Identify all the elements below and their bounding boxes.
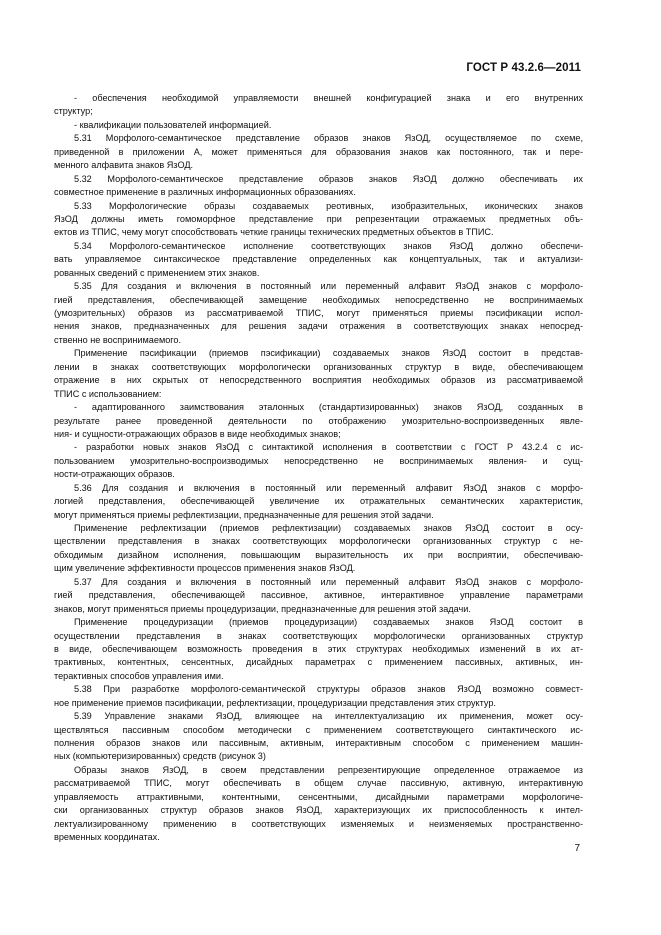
text-line: ектов из ТПИС, чему могут способствовать четкие границы технических предметных объектов в ТПИС. [54, 227, 494, 238]
paragraph [54, 280, 583, 347]
page-number: 7 [574, 843, 580, 854]
text-line: 5.34 Морфолого-семантическое исполнение соответствующих знаков ЯзОД должно обеспечи- [74, 240, 583, 251]
text-line: - обеспечения необходимой управляемости внешней конфигурацией знака и его внутренних [74, 93, 583, 103]
text-line: совместное применение в различных информационных образованиях. [54, 187, 356, 198]
text-line: 5.35 Для создания и включения в постоянный или переменный алфавит ЯзОД знаков с морфоло- [74, 281, 583, 292]
text-line: 5.37 Для создания и включения в постоянный или переменный алфавит ЯзОД знаков с морфоло- [74, 576, 583, 587]
text-line: лении в знаках соответствующих морфологически организованных структур в виде, обеспечивающем [54, 361, 583, 372]
text-line: гией представления, обеспечивающей замещение необходимых непосредственно не воспринимаемых [54, 294, 583, 305]
text-line: ществлении представления в знаках соответствующих морфологически организованных структур с не- [54, 536, 583, 547]
text-line: структур; [54, 106, 93, 117]
text-line: ществляться пассивным способом методически с применением соответствующего синтактического ис- [54, 724, 583, 735]
text-line: Применение пэсификации (приемов пэсификации) создаваемых знаков ЯзОД состоит в представ- [74, 348, 583, 359]
text-line: 5.36 Для создания и включения в постоянный или переменный алфавит ЯзОД знаков с морфо- [74, 482, 583, 493]
text-line: 5.32 Морфолого-семантическое представление образов знаков ЯзОД должно обеспечивать их [74, 173, 583, 184]
text-line: логией представления, обеспечивающей увеличение их отражательных семантических характеристик, [54, 496, 583, 507]
text-line: Применение процедуризации (приемов процедуризации) создаваемых знаков ЯзОД состоит в [74, 617, 583, 628]
text-line: обходимым дизайном исполнения, повышающим выразительность их при восприятии, обеспечиваю- [54, 549, 583, 560]
text-line: 5.39 Управление знаками ЯзОД, влияющее на интеллектуализацию их применения, может осу- [74, 711, 583, 722]
paragraph [54, 710, 583, 764]
paragraph [54, 240, 583, 280]
text-line: рассматриваемой ТПИС, могут обеспечивать в общем случае пассивную, активную, интерактивную [54, 778, 583, 789]
paragraph [54, 132, 583, 172]
text-line: Образы знаков ЯзОД, в своем представлении репрезентирующие определенное отражаемое из [74, 764, 583, 775]
text-line: - адаптированного заимствования эталонных (стандартизированных) знаков ЯзОД, созданных в [74, 402, 583, 413]
text-line: ТПИС с использованием: [54, 388, 162, 399]
paragraph [54, 401, 583, 441]
paragraph [54, 576, 583, 616]
paragraph [54, 616, 583, 683]
text-line: вать управляемое синтаксическое представление определенных как концептуальных, так и актуализи- [54, 254, 583, 265]
text-line: трактивных, контентных, сенсентных, дисайдных параметрах с применением пассивных, активных, ин- [54, 657, 583, 668]
text-line: нения знаков, предназначенных для решения задачи отражения в соответствующих знаках непосред- [54, 321, 583, 332]
text-line: ЯзОД должны иметь гомоморфное представление при репрезентации отражаемых предметных объ- [54, 213, 583, 224]
text-line: 5.38 При разработке морфолого-семантической структуры образов знаков ЯзОД возможно совмест- [74, 684, 583, 695]
text-line: полнения образов знаков или пассивным, активным, интерактивным способом с применением машин- [54, 738, 583, 748]
text-line: гией представления, обеспечивающей пассивное, активное, интерактивное управление параметрами [54, 590, 583, 601]
paragraph [54, 347, 583, 401]
text-line: 5.33 Морфологические образы создаваемых реотивных, изобразительных, иконических знаков [74, 200, 583, 211]
text-line: ния- и сущности-отражающих образов в виде необходимых знаков; [54, 428, 341, 439]
text-line: управляемость аттрактивными, контентными, сенсентными, дисайдными параметрами морфологиче- [54, 791, 583, 802]
paragraph [54, 441, 583, 481]
text-line: результате ранее проведенной деятельности по отображению умозрительно-воспроизведенных явле- [54, 415, 583, 426]
text-line: пользованием умозрительно-воспроизводимых непосредственно не воспринимаемых явления- и сущ- [54, 455, 583, 466]
text-line: ное применение приемов пэсификации, рефлектизации, процедуризации представления этих структур. [54, 697, 496, 708]
text-line: терактивных способов управления ими. [54, 670, 224, 681]
paragraph [54, 173, 583, 200]
text-line: - разработки новых знаков ЯзОД с синтактикой исполнения в соответствии с ГОСТ Р 43.2.4 с ис- [74, 442, 583, 453]
text-line: ски организованных структур образов знаков ЯзОД, характеризующих их приспособленность к интел- [54, 805, 583, 816]
text-line: отражение в них скрытых от непосредственного восприятия необходимых образов из рассматриваемой [54, 375, 583, 386]
text-line: осуществлении представления в знаках соответствующих морфологически организованных структур [54, 630, 583, 641]
text-line: приведенной в приложении А, может применяться для образования знаков как постоянного, так и пере- [54, 146, 583, 157]
text-line: лектуализированному применению в соответствующих изменяемых и неизменяемых пространственно- [54, 818, 583, 829]
paragraph [54, 683, 583, 710]
text-line: могут применяться приемы рефлектизации, предназначенные для решения этой задачи. [54, 509, 434, 520]
text-line: ных (компьютеризированных) средств (рисунок 3) [54, 751, 266, 762]
text-line: - квалификации пользователей информацией. [74, 119, 272, 130]
text-line: рованных сведений с применением этих знаков. [54, 267, 260, 278]
text-line: в виде, обеспечивающем возможность проведения в этих структурах необходимых изменений в их ат- [54, 643, 583, 654]
document-body [54, 92, 583, 845]
paragraph [54, 482, 583, 522]
paragraph [54, 200, 583, 240]
text-line: щим увеличение эффективности процессов применения знаков ЯзОД. [54, 563, 356, 574]
paragraph [54, 764, 583, 845]
standard-code-header: ГОСТ Р 43.2.6—2011 [466, 62, 581, 74]
paragraph [54, 92, 583, 119]
text-line: 5.31 Морфолого-семантическое представление образов знаков ЯзОД, осуществляемое по схеме, [74, 133, 583, 144]
text-line: знаков, могут применяться приемы процедуризации, предназначенные для решения этой задачи. [54, 603, 471, 614]
paragraph [54, 119, 583, 132]
paragraph [54, 522, 583, 576]
text-line: временных координатах. [54, 832, 160, 843]
text-line: менного алфавита знаков ЯзОД. [54, 160, 194, 171]
text-line: ности-отражающих образов. [54, 469, 175, 480]
text-line: (умозрительных) образов из рассматриваемой ТПИС, могут применяться приемы пэсификации испол- [54, 308, 583, 318]
text-line: Применение рефлектизации (приемов рефлектизации) создаваемых знаков ЯзОД состоит в осу- [74, 523, 583, 533]
text-line: ственно не воспринимаемого. [54, 334, 182, 345]
